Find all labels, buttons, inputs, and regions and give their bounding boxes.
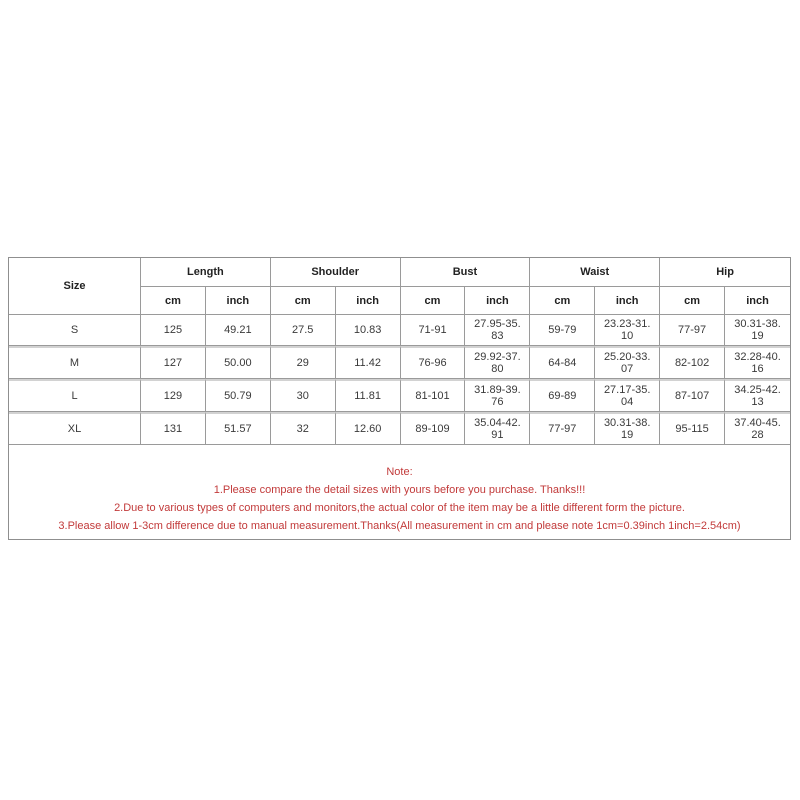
measurement-cell: 34.25-42. 13 bbox=[725, 379, 790, 412]
size-chart bbox=[8, 257, 791, 540]
note-line-1: 1.Please compare the detail sizes with yours before you purchase. Thanks!!! bbox=[213, 484, 586, 496]
measurement-cell: 50.00 bbox=[206, 346, 271, 379]
table-row bbox=[9, 379, 790, 412]
group-header-hip: Hip bbox=[660, 258, 790, 287]
unit-header-inch: inch bbox=[595, 287, 660, 315]
measurement-cell: 95-115 bbox=[660, 412, 725, 445]
unit-header-inch: inch bbox=[336, 287, 401, 315]
size-cell: L bbox=[9, 379, 141, 412]
measurement-cell: 77-97 bbox=[660, 315, 725, 346]
measurement-cell: 82-102 bbox=[660, 346, 725, 379]
note-line-3: 3.Please allow 1-3cm difference due to manual measurement.Thanks(All measurement in cm and please note 1cm=0.39inch 1inch=2.54cm) bbox=[58, 520, 741, 532]
table-row bbox=[9, 315, 790, 346]
measurement-cell: 27.17-35. 04 bbox=[595, 379, 660, 412]
group-header-waist: Waist bbox=[530, 258, 660, 287]
unit-header-cm: cm bbox=[530, 287, 595, 315]
measurement-cell: 81-101 bbox=[401, 379, 466, 412]
measurement-cell: 11.42 bbox=[336, 346, 401, 379]
size-cell: S bbox=[9, 315, 141, 346]
table-header bbox=[9, 258, 790, 315]
table-row bbox=[9, 346, 790, 379]
measurement-cell: 32.28-40. 16 bbox=[725, 346, 790, 379]
measurement-cell: 64-84 bbox=[530, 346, 595, 379]
unit-header-cm: cm bbox=[660, 287, 725, 315]
notes-title: Note: bbox=[386, 466, 413, 478]
measurement-cell: 129 bbox=[141, 379, 206, 412]
measurement-cell: 37.40-45. 28 bbox=[725, 412, 790, 445]
unit-header-cm: cm bbox=[271, 287, 336, 315]
measurement-cell: 127 bbox=[141, 346, 206, 379]
measurement-cell: 50.79 bbox=[206, 379, 271, 412]
group-header-bust: Bust bbox=[401, 258, 531, 287]
measurement-cell: 11.81 bbox=[336, 379, 401, 412]
measurement-cell: 30 bbox=[271, 379, 336, 412]
measurement-cell: 125 bbox=[141, 315, 206, 346]
group-header-shoulder: Shoulder bbox=[271, 258, 401, 287]
group-header-length: Length bbox=[141, 258, 271, 287]
notes-section bbox=[9, 445, 790, 539]
size-cell: XL bbox=[9, 412, 141, 445]
measurement-cell: 71-91 bbox=[401, 315, 466, 346]
measurement-cell: 35.04-42. 91 bbox=[465, 412, 530, 445]
measurement-cell: 59-79 bbox=[530, 315, 595, 346]
unit-header-cm: cm bbox=[401, 287, 466, 315]
table-body bbox=[9, 315, 790, 445]
measurement-cell: 77-97 bbox=[530, 412, 595, 445]
measurement-cell: 27.5 bbox=[271, 315, 336, 346]
table-row bbox=[9, 412, 790, 445]
unit-header-cm: cm bbox=[141, 287, 206, 315]
measurement-cell: 76-96 bbox=[401, 346, 466, 379]
measurement-cell: 87-107 bbox=[660, 379, 725, 412]
measurement-cell: 32 bbox=[271, 412, 336, 445]
measurement-cell: 89-109 bbox=[401, 412, 466, 445]
note-line-2: 2.Due to various types of computers and monitors,the actual color of the item may be a little different form the picture. bbox=[114, 502, 685, 514]
measurement-cell: 69-89 bbox=[530, 379, 595, 412]
size-column-header: Size bbox=[9, 258, 141, 315]
measurement-cell: 51.57 bbox=[206, 412, 271, 445]
unit-header-inch: inch bbox=[725, 287, 790, 315]
measurement-cell: 29.92-37. 80 bbox=[465, 346, 530, 379]
measurement-cell: 12.60 bbox=[336, 412, 401, 445]
unit-header-inch: inch bbox=[206, 287, 271, 315]
size-table bbox=[9, 258, 790, 445]
header-row-groups bbox=[9, 258, 790, 287]
unit-header-inch: inch bbox=[465, 287, 530, 315]
measurement-cell: 10.83 bbox=[336, 315, 401, 346]
measurement-cell: 30.31-38. 19 bbox=[595, 412, 660, 445]
measurement-cell: 23.23-31. 10 bbox=[595, 315, 660, 346]
measurement-cell: 25.20-33. 07 bbox=[595, 346, 660, 379]
measurement-cell: 29 bbox=[271, 346, 336, 379]
measurement-cell: 27.95-35. 83 bbox=[465, 315, 530, 346]
measurement-cell: 30.31-38. 19 bbox=[725, 315, 790, 346]
measurement-cell: 49.21 bbox=[206, 315, 271, 346]
measurement-cell: 131 bbox=[141, 412, 206, 445]
measurement-cell: 31.89-39. 76 bbox=[465, 379, 530, 412]
size-cell: M bbox=[9, 346, 141, 379]
